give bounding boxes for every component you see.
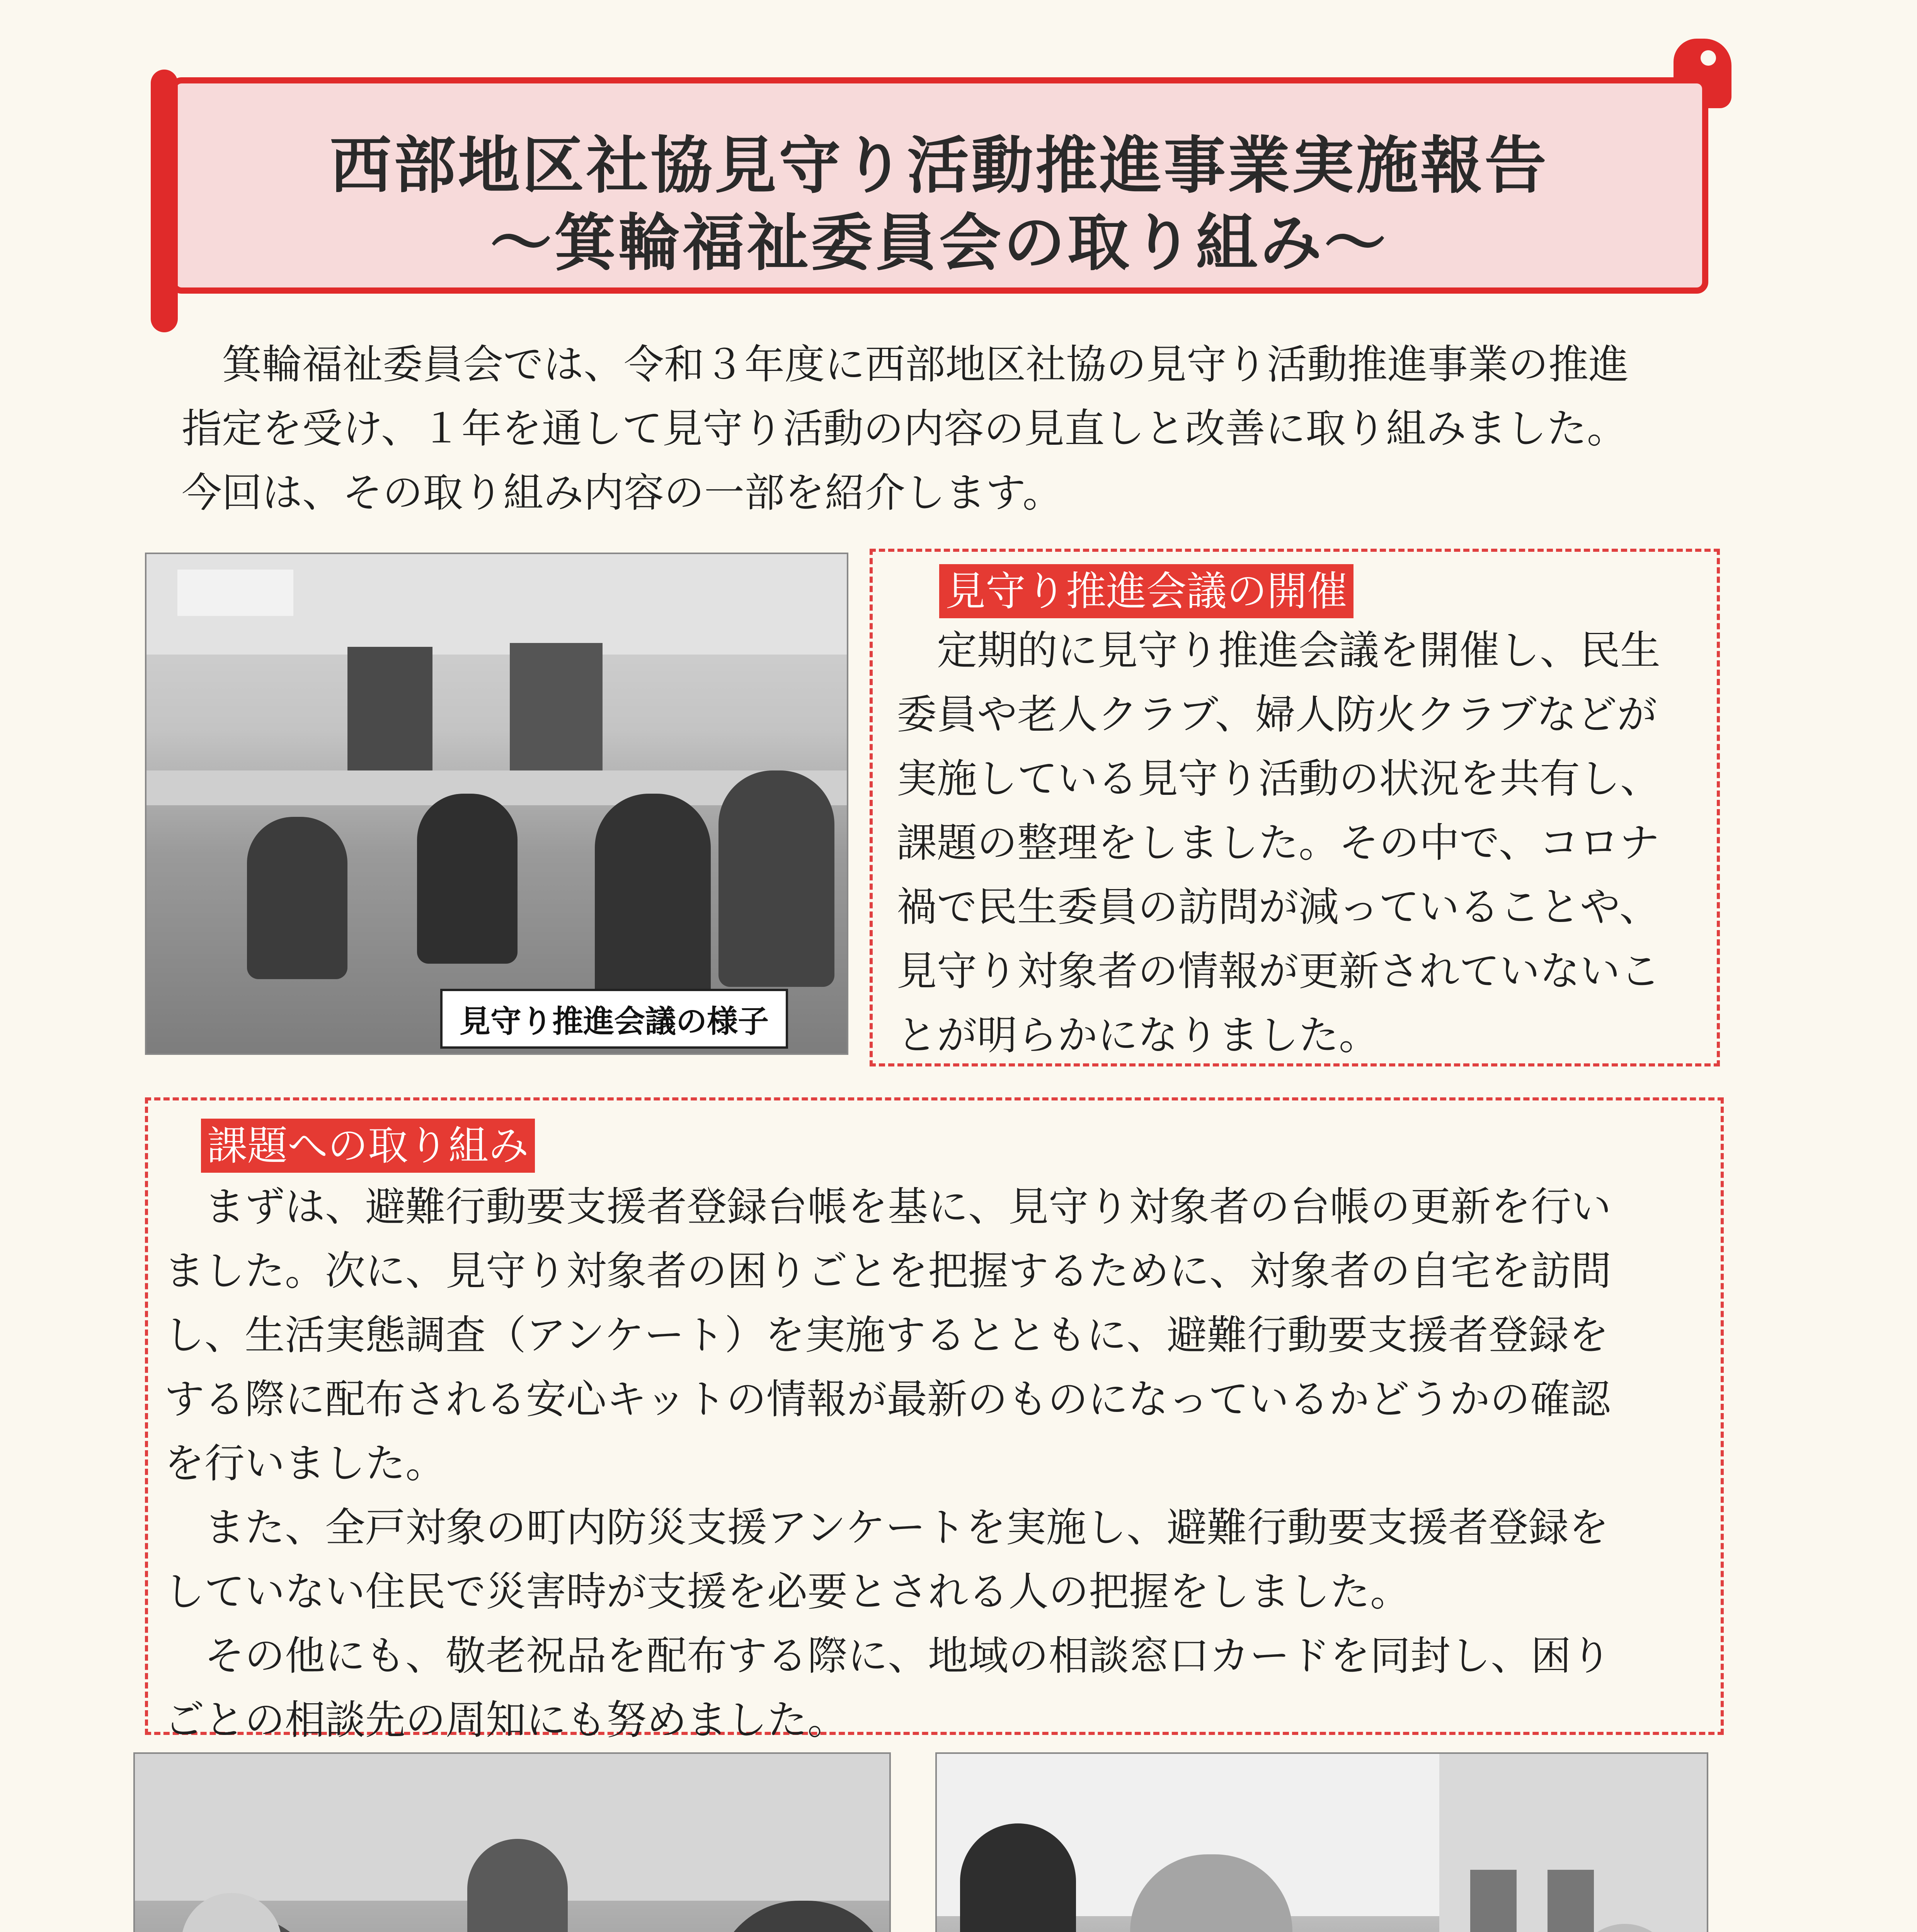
page-subtitle: ～箕輪福祉委員会の取り組み～ (490, 207, 1388, 279)
meeting-photo (145, 553, 848, 1055)
intro-paragraph: 箕輪福祉委員会では、令和３年度に西部地区社協の見守り活動推進事業の推進 指定を受け、１年を通して見守り活動の内容の見直しと改善に取り組みました。 今回は、その取り組み内容の一部を紹介します。 (182, 341, 1629, 516)
issues-section-body: まずは、避難行動要支援者登録台帳を基に、見守り対象者の台帳の更新を行い ました。次に、見守り対象者の困りごとを把握するために、対象者の自宅を訪問 し、生活実態調査（アンケート）を実施するとともに、避難行動要支援者登録を する際に配布される安心キットの情報が最新のものになっているかどうかの確認 を行いました。 また、全戸対象の町内防災支援アンケートを実施し、避難行動要支援者登録を していない住民で災害時が支援を必要とされる人の把握をしました。 その他にも、敬老祝品を配布する際に、地域の相談窓口カードを同封し、困り ごとの相談先の周知にも努めました。 (164, 1183, 1612, 1743)
meeting-photo-caption: 見守り推進会議の様子 (440, 989, 788, 1049)
meeting-section-heading: 見守り推進会議の開催 (939, 564, 1353, 618)
map-drill-photo (133, 1752, 891, 1932)
page-title: 西部地区社協見守り活動推進事業実施報告 (329, 129, 1549, 202)
disaster-drill-photo (935, 1752, 1708, 1932)
issues-section-heading: 課題への取り組み (201, 1119, 535, 1173)
banner-scroll-curl (1701, 50, 1716, 66)
meeting-section-body: 定期的に見守り推進会議を開催し、民生 委員や老人クラブ、婦人防火クラブなどが 実施している見守り活動の状況を共有し、 課題の整理をしました。その中で、コロナ 禍で民生委員の訪問が減っていることや、 見守り対象者の情報が更新されていないこ とが明らかになりました。 (897, 627, 1661, 1059)
